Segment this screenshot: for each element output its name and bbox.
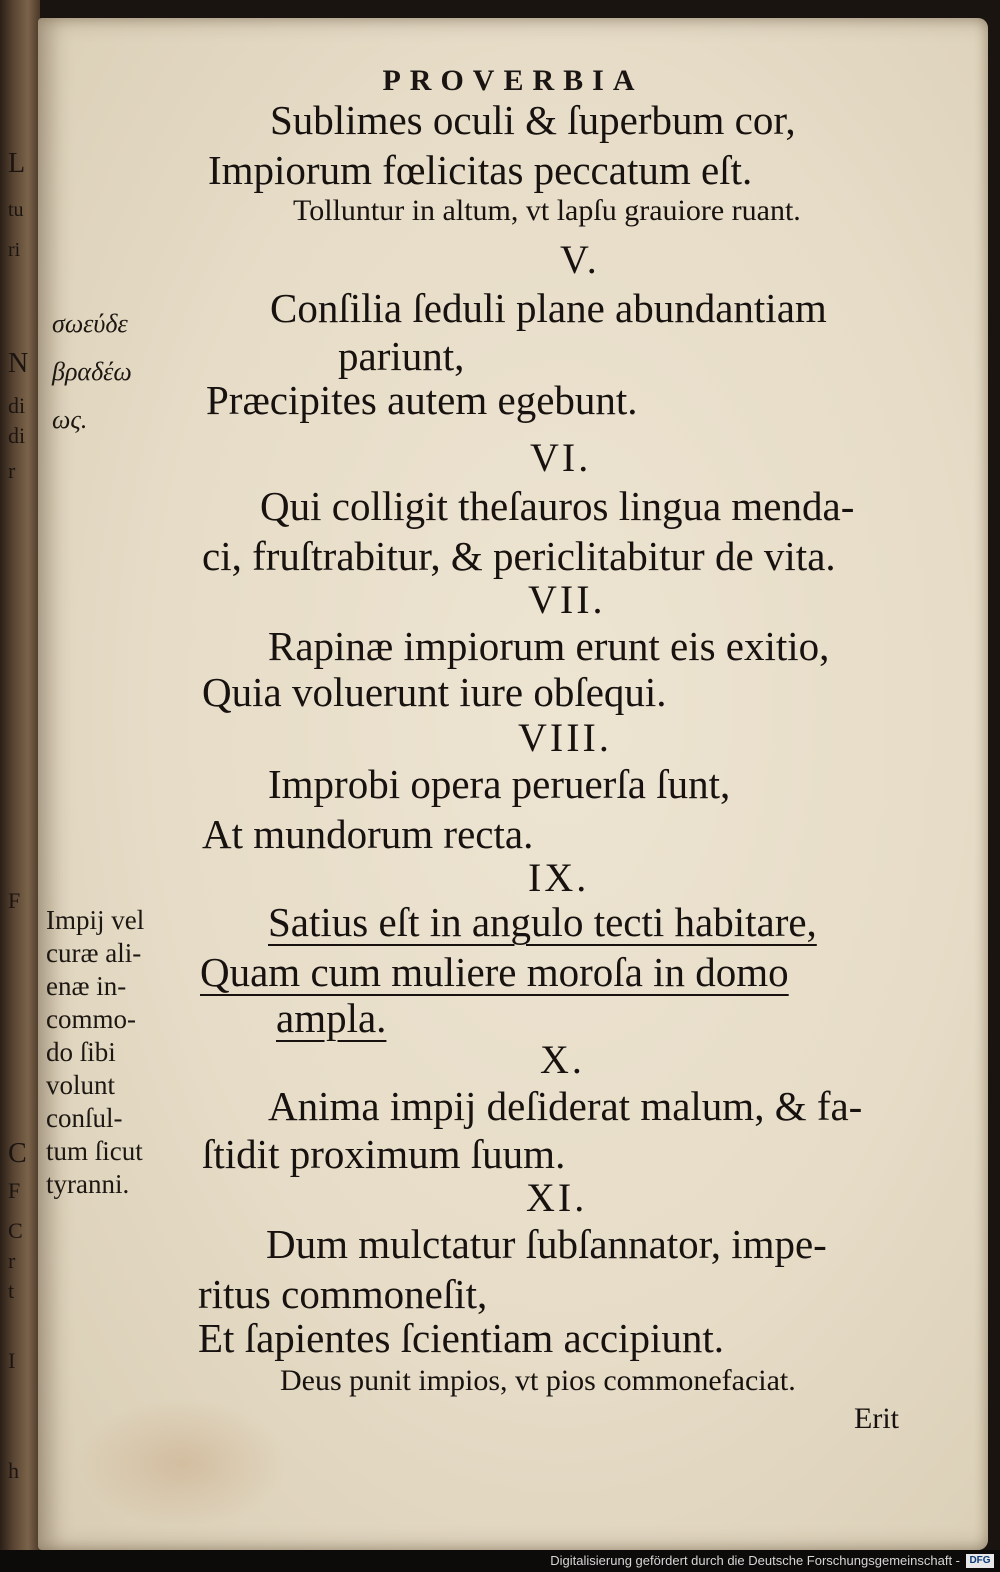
verse-line: Præcipites autem egebunt. xyxy=(206,377,638,423)
verse-line: Satius eſt in angulo tecti habitare, xyxy=(268,899,817,945)
verse-line: pariunt, xyxy=(338,333,465,379)
margin-note-latin: Impij vel curæ ali- enæ in- commo- do ſibi volunt conſul- tum ſicut tyranni. xyxy=(46,905,145,1199)
verse-line: ritus commoneſit, xyxy=(198,1271,488,1317)
spine-fragment: ri xyxy=(8,239,21,261)
verse-line: Dum mulctatur ſubſannator, impe- xyxy=(266,1221,827,1267)
footer-credit: Digitalisierung gefördert durch die Deutsche Forschungsgemeinschaft - xyxy=(550,1553,960,1568)
margin-note-greek: σωεύδε βραδέω ως. xyxy=(52,309,132,434)
commentary-line: Deus punit impios, vt pios commonefaciat. xyxy=(280,1364,796,1397)
verse-line: Rapinæ impiorum erunt eis exitio, xyxy=(268,623,830,669)
spine-fragment: di xyxy=(8,423,26,448)
spine-fragment: C xyxy=(8,1218,23,1243)
spine-fragment: I xyxy=(8,1348,16,1373)
verse-number: V. xyxy=(560,237,600,282)
verse-line: ſtidit proximum ſuum. xyxy=(202,1131,566,1177)
verse-line: ci, fruſtrabitur, & periclitabitur de vita. xyxy=(202,533,836,579)
spine-fragment: C xyxy=(8,1138,27,1169)
digitization-footer xyxy=(0,1550,1000,1572)
verse-line: Impiorum fœlicitas peccatum eſt. xyxy=(208,147,753,193)
verse-line: Quam cum muliere moroſa in domo xyxy=(200,949,789,995)
verse-line: ampla. xyxy=(276,995,387,1041)
spine-fragment: F xyxy=(8,888,21,913)
verse-number: X. xyxy=(540,1037,585,1082)
verse-line: Sublimes oculi & ſuperbum cor, xyxy=(270,97,796,143)
spine-fragment: F xyxy=(8,1178,21,1203)
verse-line: Anima impij deſiderat malum, & fa- xyxy=(268,1083,863,1129)
verse-line: Improbi opera peruerſa ſunt, xyxy=(268,761,731,807)
book-spine xyxy=(0,0,40,1550)
paper-stain xyxy=(78,1398,288,1528)
verse-line: Conſilia ſeduli plane abundantiam xyxy=(270,285,827,331)
spine-fragment: t xyxy=(8,1278,15,1303)
verse-line: Quia voluerunt iure obſequi. xyxy=(202,669,667,715)
verse-number: VII. xyxy=(528,577,606,622)
verse-line: At mundorum recta. xyxy=(202,811,534,857)
spine-fragment: r xyxy=(8,458,16,483)
verse-number: XI. xyxy=(526,1175,588,1220)
running-head: PROVERBIA xyxy=(382,64,644,97)
verse-line: Qui colligit theſauros lingua menda- xyxy=(260,483,855,529)
spine-fragment: h xyxy=(8,1458,19,1483)
verse-number: IX. xyxy=(528,855,590,900)
spine-fragment: di xyxy=(8,393,26,418)
dfg-logo-icon: DFG xyxy=(966,1554,994,1568)
spine-fragment: N xyxy=(8,348,29,379)
spine-fragment: tu xyxy=(8,199,24,221)
book-page xyxy=(38,18,988,1550)
verse-number: VI. xyxy=(530,435,592,480)
verse-line: Et ſapientes ſcientiam accipiunt. xyxy=(198,1315,724,1361)
spine-fragment: L xyxy=(8,148,26,179)
catchword: Erit xyxy=(854,1402,899,1435)
commentary-line: Tolluntur in altum, vt lapſu grauiore ruant. xyxy=(293,194,801,227)
spine-fragment: r xyxy=(8,1248,16,1273)
verse-number: VIII. xyxy=(518,715,612,760)
